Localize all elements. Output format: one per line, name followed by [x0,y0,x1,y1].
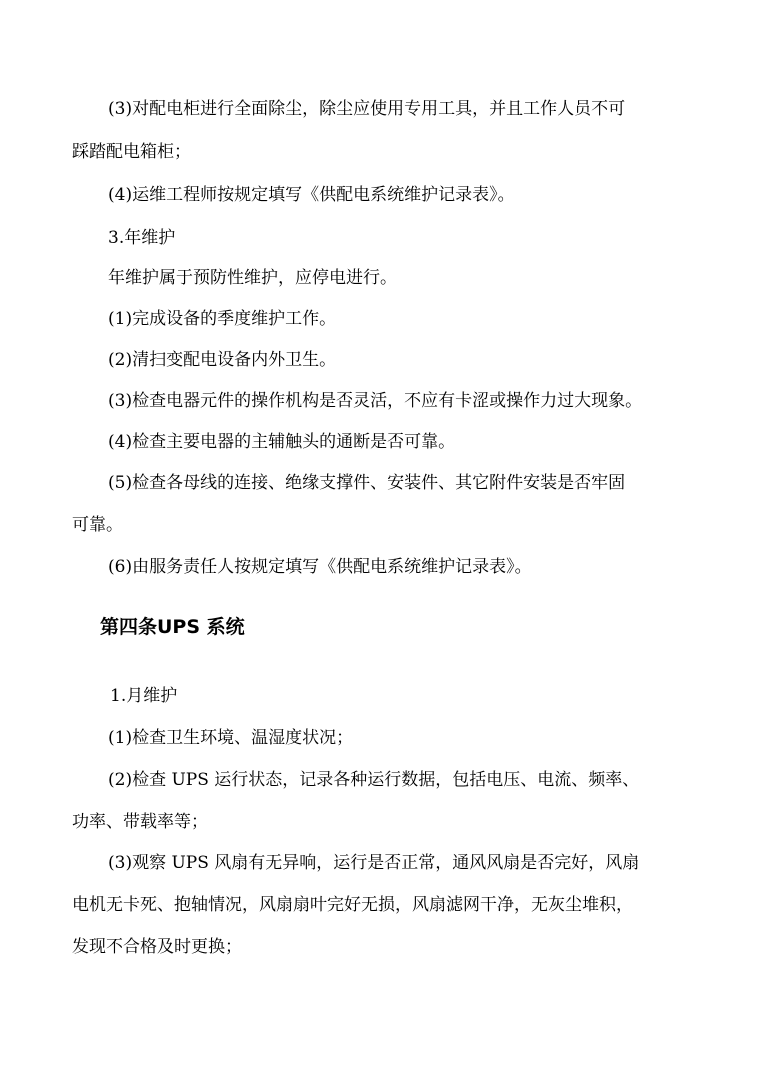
paragraph-line: (5)检查各母线的连接、绝缘支撑件、安装件、其它附件安装是否牢固 [108,473,626,493]
paragraph-line: (1)检查卫生环境、温湿度状况； [108,728,354,748]
paragraph-line: 踩踏配电箱柜； [72,142,191,162]
paragraph-line: 电机无卡死、抱轴情况，风扇扇叶完好无损，风扇滤网干净，无灰尘堆积， [72,895,633,915]
paragraph-line: 功率、带载率等； [72,812,208,832]
paragraph-line: (2)检查 UPS 运行状态，记录各种运行数据，包括电压、电流、频率、 [108,770,640,790]
paragraph-line: 年维护属于预防性维护，应停电进行。 [108,268,397,288]
paragraph-line: (6)由服务责任人按规定填写《供配电系统维护记录表》。 [108,557,532,577]
paragraph-line: (4)检查主要电器的主辅触头的通断是否可靠。 [108,432,456,452]
paragraph-line: 1.月维护 [110,686,178,706]
paragraph-line: (3)观察 UPS 风扇有无异响，运行是否正常，通风风扇是否完好，风扇 [108,853,640,873]
paragraph-line: 3.年维护 [108,228,176,248]
paragraph-line: (3)对配电柜进行全面除尘，除尘应使用专用工具，并且工作人员不可 [108,99,626,119]
paragraph-line: 发现不合格及时更换； [72,937,242,957]
paragraph-line: (2)清扫变配电设备内外卫生。 [108,350,337,370]
paragraph-line: 可靠。 [72,515,123,535]
paragraph-line: (3)检查电器元件的操作机构是否灵活，不应有卡涩或操作力过大现象。 [108,391,643,411]
paragraph-line: (4)运维工程师按规定填写《供配电系统维护记录表》。 [108,185,515,205]
section-heading: 第四条UPS 系统 [100,616,245,638]
paragraph-line: (1)完成设备的季度维护工作。 [108,309,337,329]
